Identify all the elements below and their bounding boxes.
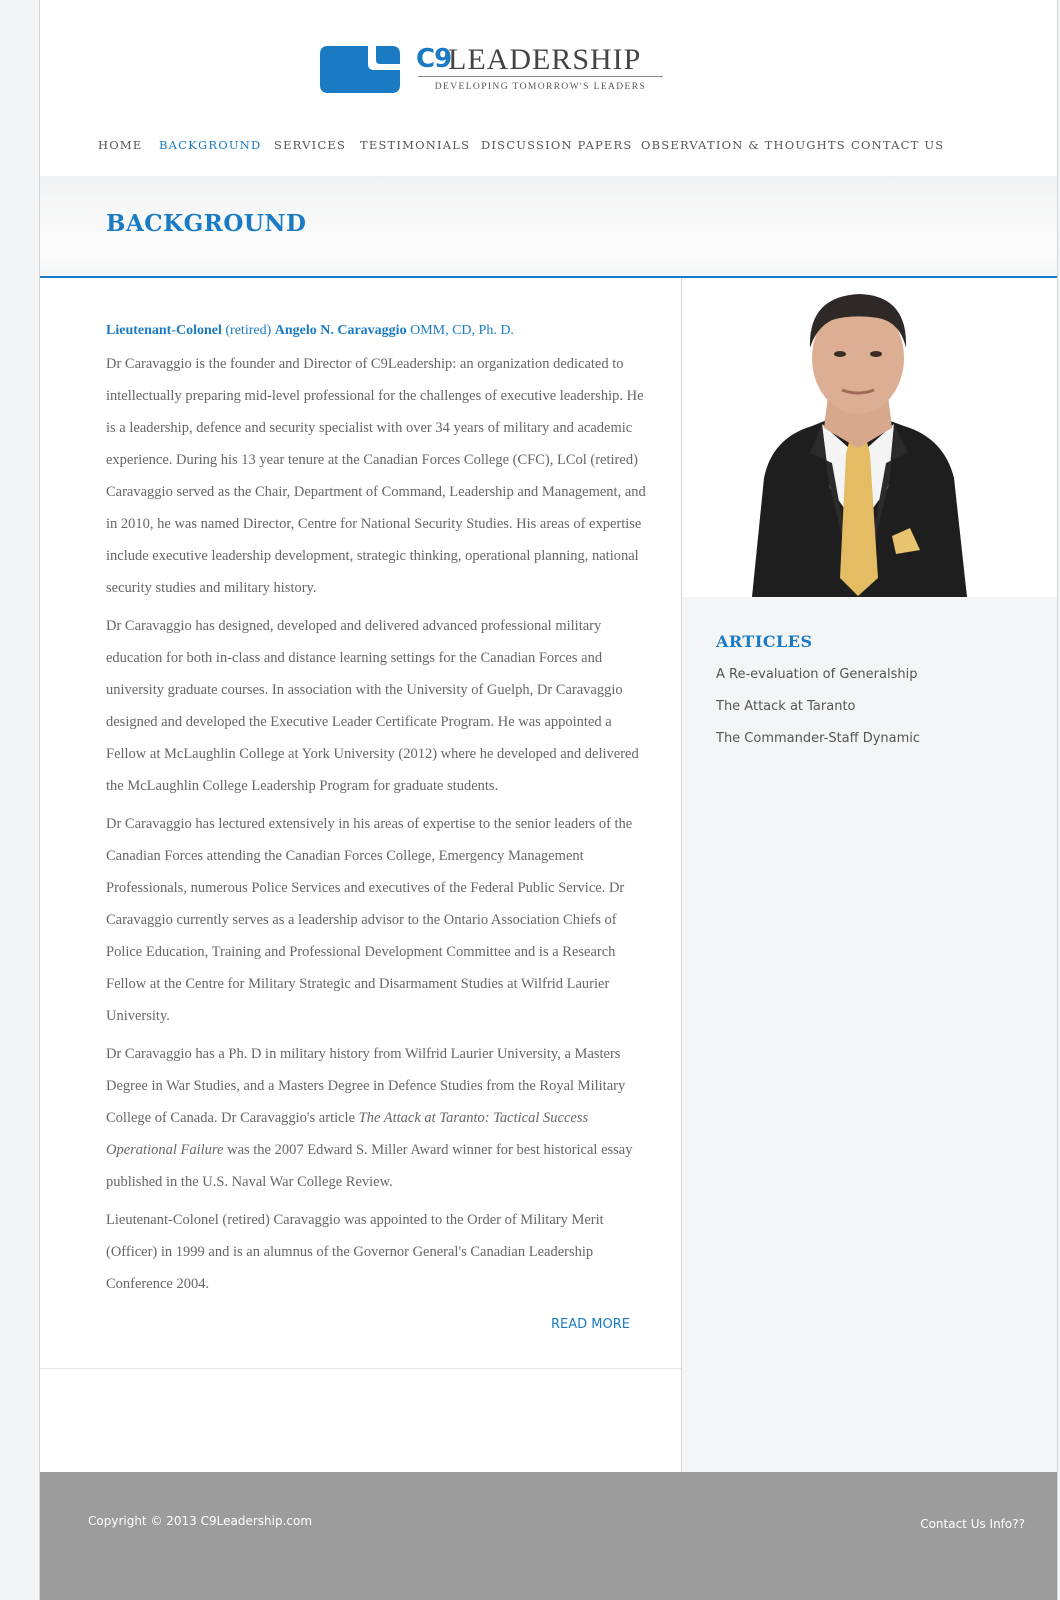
bio-retired: (retired) <box>225 323 272 338</box>
title-band <box>40 176 1057 278</box>
nav-item-contact-us[interactable]: CONTACT US <box>851 138 945 152</box>
copyright-text: Copyright © 2013 C9Leadership.com <box>88 1514 313 1528</box>
logo-wordmark: LEADERSHIP <box>448 43 642 76</box>
bio-paragraph-5: Lieutenant-Colonel (retired) Caravaggio was appointed to the Order of Military Merit (Officer) in 1999 and is an alumnus of the Governor General's Canadian Leadership Conference 2004. <box>106 1212 604 1292</box>
nav-item-observation-thoughts[interactable]: OBSERVATION & THOUGHTS <box>641 138 846 152</box>
bio-post-nominals: OMM, CD, Ph. D. <box>410 323 514 338</box>
bio-name: Angelo N. Caravaggio <box>274 323 407 338</box>
site-logo[interactable] <box>320 44 680 98</box>
logo-tagline: DEVELOPING TOMORROW'S LEADERS <box>434 82 647 92</box>
bio-rank: Lieutenant-Colonel <box>106 323 222 338</box>
article-link-taranto[interactable]: The Attack at Taranto <box>716 699 856 714</box>
bio-paragraph-4-text-b: was the 2007 Edward S. Miller Award winner for best historical essay published in the U.S. Naval War College Review. <box>106 1142 633 1190</box>
main-nav <box>98 138 958 158</box>
logo-c9-text: C9 <box>416 44 452 74</box>
page-container <box>39 0 1058 1600</box>
nav-item-home[interactable]: HOME <box>98 138 143 152</box>
bio-paragraph-4 <box>106 1038 654 1198</box>
read-more-link[interactable]: READ MORE <box>551 1317 630 1332</box>
bio-paragraph-4-text-a: Dr Caravaggio has a Ph. D in military history from Wilfrid Laurier University, a Masters Degree in War Studies, and a Masters Degree in Defence Studies from the Royal Military College of Canada. Dr Caravaggio's article <box>106 1046 626 1126</box>
bio-paragraph-2: Dr Caravaggio has designed, developed and delivered advanced professional military education for both in-class and distance learning settings for the Canadian Forces and university graduate courses. In association with the University of Guelph, Dr Caravaggio designed and developed the Executive Leader Certificate Program. He was appointed a Fellow at McLaughlin College at York University (2012) where he developed and delivered the McLaughlin College Leadership Program for graduate students. <box>106 618 639 794</box>
nav-item-services[interactable]: SERVICES <box>274 138 347 152</box>
page-title: BACKGROUND <box>106 210 307 237</box>
article-link-commander-staff[interactable]: The Commander-Staff Dynamic <box>716 731 921 746</box>
nav-item-discussion-papers[interactable]: DISCUSSION PAPERS <box>481 138 633 152</box>
article-title-italic: The Attack at Taranto: Tactical Success Operational Failure <box>106 1110 589 1158</box>
footer <box>40 1472 1057 1600</box>
bio-paragraph-1: Dr Caravaggio is the founder and Director of C9Leadership: an organization dedicated to intellectually preparing mid-level professional for the challenges of executive leadership. He is a leadership, defence and security specialist with over 34 years of military and academic experience. During his 13 year tenure at the Canadian Forces College (CFC), LCol (retired) Caravaggio served as the Chair, Department of Command, Leadership and Management, and in 2010, he was named Director, Centre for National Security Studies. His areas of expertise include executive leadership development, strategic thinking, operational planning, national security studies and military history. <box>106 356 646 596</box>
content-divider <box>40 1368 681 1369</box>
c9-logo-mark-icon <box>320 46 400 93</box>
portrait-photo <box>682 278 1057 597</box>
articles-heading: ARTICLES <box>716 632 813 651</box>
footer-contact-link[interactable]: Contact Us Info?? <box>920 1517 1025 1531</box>
logo-divider <box>418 76 663 77</box>
bio-heading <box>106 323 666 339</box>
main-content <box>40 278 682 1472</box>
sidebar <box>682 278 1057 1472</box>
article-link-generalship[interactable]: A Re-evaluation of Generalship <box>716 667 918 682</box>
nav-item-background[interactable]: BACKGROUND <box>159 138 262 152</box>
bio-paragraph-3: Dr Caravaggio has lectured extensively in his areas of expertise to the senior leaders of the Canadian Forces attending the Canadian Forces College, Emergency Management Professionals, numerous Police Services and executives of the Federal Public Service. Dr Caravaggio currently serves as a leadership advisor to the Ontario Association Chiefs of Police Education, Training and Professional Development Committee and is a Research Fellow at the Centre for Military Strategic and Disarmament Studies at Wilfrid Laurier University. <box>106 816 633 1024</box>
nav-item-testimonials[interactable]: TESTIMONIALS <box>360 138 471 152</box>
